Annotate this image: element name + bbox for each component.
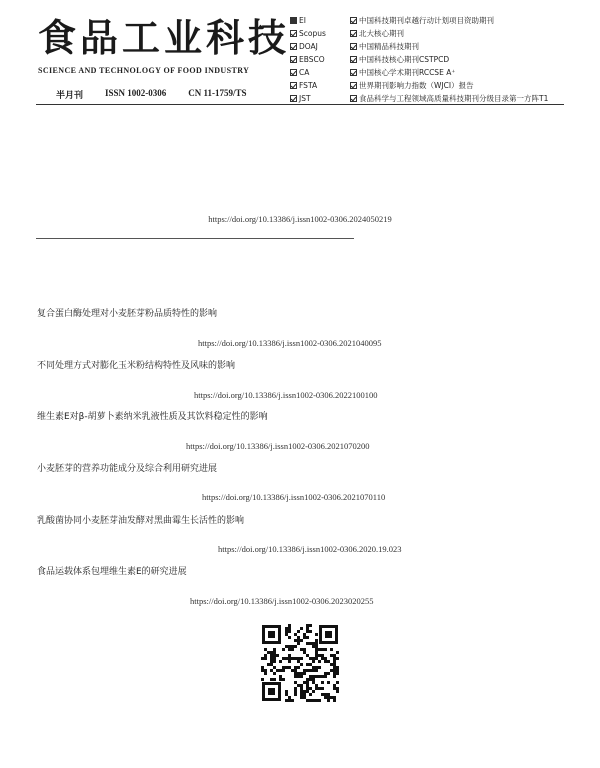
checkbox-icon: [290, 82, 297, 89]
database-item: CA: [290, 66, 360, 79]
issn: ISSN 1002-0306: [105, 88, 167, 98]
database-item: FSTA: [290, 79, 360, 92]
checkbox-icon: [350, 17, 357, 24]
database-item: EBSCO: [290, 53, 360, 66]
related-article-title[interactable]: 食品运载体系包埋维生素E的研究进展: [37, 567, 187, 577]
related-article-doi[interactable]: https://doi.org/10.13386/j.issn1002-0306.2023020255: [190, 596, 374, 606]
database-item: EI: [290, 14, 360, 27]
database-item: JST: [290, 92, 360, 105]
related-article-doi[interactable]: https://doi.org/10.13386/j.issn1002-0306.2021070110: [202, 492, 386, 502]
honor-item: 中国科技核心期刊CSTPCD: [350, 53, 570, 66]
journal-honors: [350, 14, 570, 105]
honor-item: 北大核心期刊: [350, 27, 570, 40]
checkbox-icon: [350, 56, 357, 63]
honor-item: 中国核心学术期刊RCCSE A⁺: [350, 66, 570, 79]
checkbox-icon: [350, 95, 357, 102]
database-item: DOAJ: [290, 40, 360, 53]
qr-code-icon: [261, 624, 339, 702]
honor-item: 中国科技期刊卓越行动计划项目资助期刊: [350, 14, 570, 27]
doi-divider: [36, 238, 354, 239]
frequency: 半月刊: [56, 90, 84, 100]
checkbox-icon: [350, 30, 357, 37]
related-article-title[interactable]: 小麦胚芽的营养功能成分及综合利用研究进展: [37, 464, 218, 474]
checkbox-icon: [290, 69, 297, 76]
related-article-doi[interactable]: https://doi.org/10.13386/j.issn1002-0306.2021070200: [186, 441, 370, 451]
masthead: [38, 8, 291, 75]
checkbox-icon: [350, 82, 357, 89]
publication-info: [56, 88, 247, 101]
article-doi[interactable]: https://doi.org/10.13386/j.issn1002-0306.2024050219: [208, 214, 392, 224]
checkbox-icon: [350, 43, 357, 50]
checkbox-icon: [290, 56, 297, 63]
related-article-title[interactable]: 乳酸菌协同小麦胚芽油发酵对黑曲霉生长活性的影响: [37, 516, 245, 526]
journal-logo: 食品工业科技: [38, 15, 291, 60]
checkbox-icon: [290, 17, 297, 24]
related-article-title[interactable]: 不同处理方式对膨化玉米粉结构特性及风味的影响: [37, 361, 236, 371]
cn-number: CN 11-1759/TS: [188, 88, 247, 98]
related-article-title[interactable]: 维生素E对β-胡萝卜素纳米乳液性质及其饮料稳定性的影响: [37, 412, 268, 422]
honor-item: 食品科学与工程领域高质量科技期刊分级目录第一方阵T1: [350, 92, 570, 105]
checkbox-icon: [350, 69, 357, 76]
related-article-doi[interactable]: https://doi.org/10.13386/j.issn1002-0306.2021040095: [198, 338, 382, 348]
checkbox-icon: [290, 95, 297, 102]
database-item: Scopus: [290, 27, 360, 40]
related-article-doi[interactable]: https://doi.org/10.13386/j.issn1002-0306.2020.19.023: [218, 544, 402, 554]
header-divider: [36, 104, 564, 105]
checkbox-icon: [290, 43, 297, 50]
checkbox-icon: [290, 30, 297, 37]
honor-item: 世界期刊影响力指数（WJCI）报告: [350, 79, 570, 92]
related-article-title[interactable]: 复合蛋白酶处理对小麦胚芽粉品质特性的影响: [37, 309, 218, 319]
journal-header: [36, 8, 564, 108]
journal-english-title: SCIENCE AND TECHNOLOGY OF FOOD INDUSTRY: [38, 66, 250, 75]
related-article-doi[interactable]: https://doi.org/10.13386/j.issn1002-0306.2022100100: [194, 390, 378, 400]
honor-item: 中国精品科技期刊: [350, 40, 570, 53]
